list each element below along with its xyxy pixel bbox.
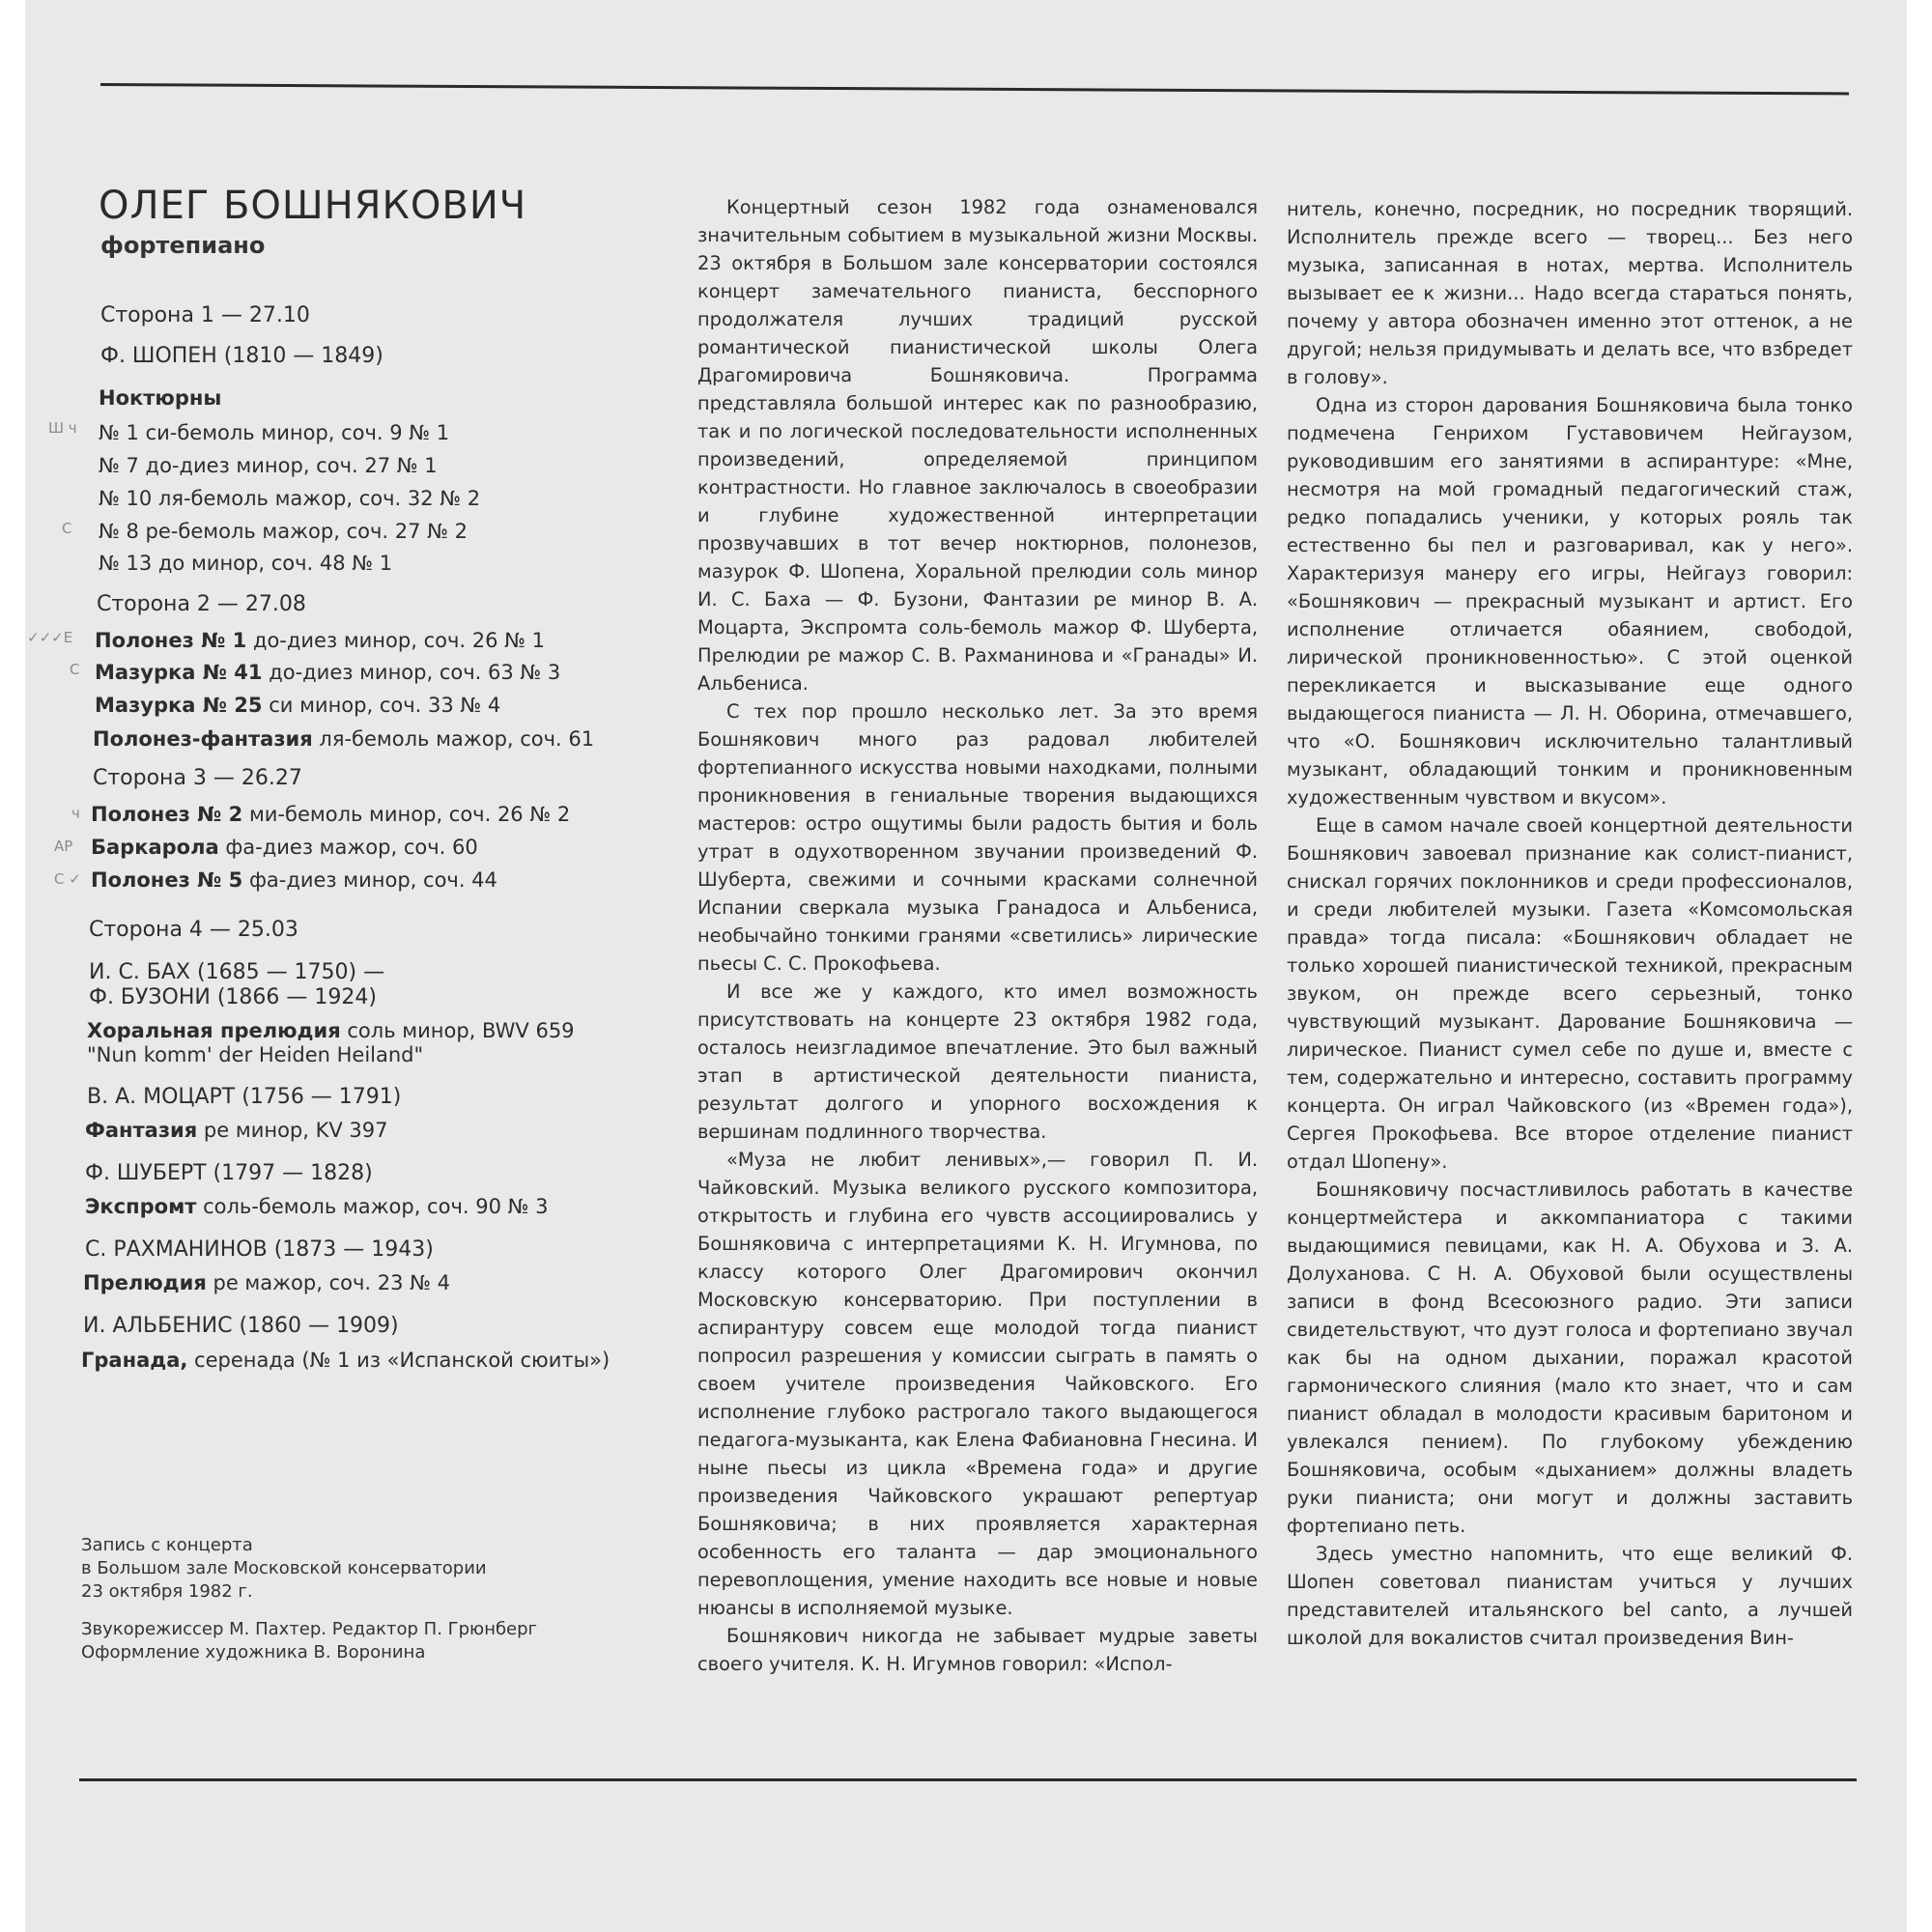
work-item: Экспромт соль-бемоль мажор, соч. 90 № 3 (85, 1195, 549, 1218)
notes-paragraph: Здесь уместно напомнить, что еще великий Ф. Шопен советовал пианистам учиться у лучших представителей итальянского bel canto, а лучшей школой для вокалистов считал произведения Вин- (1287, 1543, 1853, 1649)
work-item: Фантазия ре минор, KV 397 (85, 1119, 388, 1142)
side-1-header: Сторона 1 — 27.10 (100, 303, 310, 327)
pencil-mark: С (70, 661, 80, 678)
pencil-mark: АР (54, 838, 73, 855)
composer-busoni: Ф. БУЗОНИ (1866 — 1924) (89, 985, 377, 1009)
work-item: Прелюдия ре мажор, соч. 23 № 4 (83, 1271, 450, 1294)
track-item: Полонез № 5 фа-диез минор, соч. 44 (91, 868, 497, 892)
side-4-header: Сторона 4 — 25.03 (89, 918, 298, 942)
track-item: Полонез № 1 до-диез минор, соч. 26 № 1 (95, 629, 545, 652)
nocturnes-heading: Ноктюрны (99, 386, 222, 410)
track-item: Мазурка № 41 до-диез минор, соч. 63 № 3 (95, 661, 561, 684)
notes-paragraph: Одна из сторон дарования Бошняковича была тонко подмечена Генрихом Густавовичем Нейгаузом, руководившим его занятиями в аспирантуре: «Мне, несмотря на мой громадный педагогический стаж, редко попадались ученики, у которых рояль так естественно бы пел и разговаривал, как у него». Характеризуя манеру его игры, Нейгауз говорил: «Бошнякович — прекрасный музыкант и артист. Его исполнение отличается обаянием, свободой, лирической проникновенностью». С этой оценкой перекликается и высказывание еще одного выдающегося пианиста — Л. Н. Оборина, отмечавшего, что «О. Бошнякович исключительно талантливый музыкант, обладающий тонким и проникновенным художественным чувством и вкусом». (1287, 394, 1853, 809)
notes-column-middle (697, 193, 1258, 1678)
notes-paragraph: И все же у каждого, кто имел возможность присутствовать на концерте 23 октября 1982 года, осталось неизгладимое впечатление. Это был важный этап в артистической деятельности пианиста, результат долгого и упорного восхождения к вершинам подлинного творчества. (697, 980, 1258, 1143)
nocturne-item: № 10 ля-бемоль мажор, соч. 32 № 2 (99, 487, 481, 510)
notes-paragraph: Концертный сезон 1982 года ознаменовался значительным событием в музыкальной жизни Москвы. 23 октября в Большом зале консерватории состоялся концерт замечательного пианиста, бесспорного продолжателя лучших традиций русской романтической пианистической школы Олега Драгомировича Бошняковича. Программа представляла большой интерес как по разнообразию, так и по логической последовательности исполненных произведений, определяемой принципом контрастности. Но главное заключалось в своеобразии и глубине художественной интерпретации прозвучавших в тот вечер ноктюрнов, полонезов, мазурок Ф. Шопена, Хоральной прелюдии соль минор И. С. Баха — Ф. Бузони, Фантазии ре минор В. А. Моцарта, Экспромта соль-бемоль мажор Ф. Шуберта, Прелюдии ре мажор С. В. Рахманинова и «Гранады» И. Альбениса. (697, 196, 1258, 695)
pencil-mark: ч (71, 805, 80, 822)
composer-schubert: Ф. ШУБЕРТ (1797 — 1828) (85, 1161, 373, 1185)
side-3-header: Сторона 3 — 26.27 (93, 766, 302, 790)
work-item: Хоральная прелюдия соль минор, BWV 659 (87, 1019, 575, 1042)
nocturne-item: № 7 до-диез минор, соч. 27 № 1 (99, 454, 438, 477)
notes-paragraph: «Муза не любит ленивых»,— говорил П. И. Чайковский. Музыка великого русского композитора, открытость и глубина его чувств ассоциировались у Бошняковича с интерпретациями К. Н. Игумнова, по классу которого Олег Драгомирович окончил Московскую консерваторию. При поступлении в аспирантуру совсем еще молодой тогда пианист попросил разрешения у комиссии сыграть в память о своем учителе произведения Чайковского. Его исполнение глубоко растрогало такого выдающегося педагога-музыканта, как Елена Фабиановна Гнесина. И ныне пьесы из цикла «Времена года» и другие произведения Чайковского украшают репертуар Бошняковича; в них проявляется характерная особенность его таланта — дар эмоционального перевоплощения, умение находить все новые и новые нюансы в исполняемой музыке. (697, 1149, 1258, 1619)
notes-paragraph: Бошняковичу посчастливилось работать в качестве концертмейстера и аккомпаниатора с такими выдающимися певицами, как Н. А. Обухова и З. А. Долуханова. С Н. А. Обуховой были осуществлены записи в фонд Всесоюзного радио. Эти записи свидетельствуют, что дуэт голоса и фортепиано звучал как бы на одном дыхании, поражал красотой гармонического слияния (мало кто знает, что и сам пианист обладал в молодости красивым баритоном и увлекался пением). По глубокому убеждению Бошняковича, особым «дыханием» должны владеть руки пианиста; они могут и должны заставить фортепиано петь. (1287, 1179, 1853, 1537)
track-item: Полонез № 2 ми-бемоль минор, соч. 26 № 2 (91, 803, 571, 826)
pencil-mark: Ш ч (48, 419, 77, 437)
program-column (0, 0, 676, 1932)
production-credits: Звукорежиссер М. Пахтер. Редактор П. Грюнберг Оформление художника В. Воронина (81, 1619, 538, 1662)
pencil-mark: С (62, 520, 72, 537)
composer-albeniz: И. АЛЬБЕНИС (1860 — 1909) (83, 1314, 399, 1338)
instrument: фортепиано (100, 232, 266, 259)
composer-chopin: Ф. ШОПЕН (1810 — 1849) (100, 344, 384, 368)
pencil-mark: С ✓ (54, 870, 81, 888)
notes-paragraph: нитель, конечно, посредник, но посредник творящий. Исполнитель прежде всего — творец... Без него музыка, записанная в нотах, мертва. Исполнитель вызывает ее к жизни... Надо всегда стараться понять, почему у автора обозначен именно этот оттенок, а не другой; нельзя придумывать и делать все, что взбредет в голову». (1287, 198, 1853, 388)
track-item: Баркарола фа-диез мажор, соч. 60 (91, 836, 478, 859)
track-item: Мазурка № 25 си минор, соч. 33 № 4 (95, 694, 501, 717)
pencil-mark: ✓✓✓Е (27, 629, 73, 646)
track-item: Полонез-фантазия ля-бемоль мажор, соч. 61 (93, 727, 595, 751)
side-2-header: Сторона 2 — 27.08 (97, 592, 306, 616)
nocturne-item: № 8 ре-бемоль мажор, соч. 27 № 2 (99, 520, 468, 543)
notes-paragraph: Еще в самом начале своей концертной деятельности Бошнякович завоевал признание как солист-пианист, снискал горячих поклонников и среди профессионалов, и среди любителей музыки. Газета «Комсомольская правда» тогда писала: «Бошнякович обладает не только хорошей пианистической техникой, прекрасным звуком, он прежде всего серьезный, тонко чувствующий музыкант. Дарование Бошняковича — лирическое. Пианист сумел себе по душе и, вместе с тем, содержательно и интересно, составить программу концерта. Он играл Чайковского (из «Времен года»), Сергея Прокофьева. Все второе отделение пианист отдал Шопену». (1287, 814, 1853, 1173)
composer-rachmaninov: С. РАХМАНИНОВ (1873 — 1943) (85, 1237, 434, 1262)
notes-paragraph: С тех пор прошло несколько лет. За это время Бошнякович много раз радовал любителей фортепианного искусства новыми находками, полными проникновения в гениальные творения выдающихся мастеров: остро ощутимы были радость бытия и боль утрат в одухотворенном звучании произведений Ф. Шуберта, свежими и сочными красками солнечной Испании сверкала музыка Гранадоса и Альбениса, необычайно тонкими гранями «светились» лирические пьесы С. С. Прокофьева. (697, 700, 1258, 975)
notes-column-right (1287, 195, 1853, 1652)
notes-paragraph: Бошнякович никогда не забывает мудрые заветы своего учителя. К. Н. Игумнов говорил: «Испол- (697, 1625, 1258, 1675)
composer-mozart: В. А. МОЦАРТ (1756 — 1791) (87, 1085, 402, 1109)
recording-info: Запись с концерта в Большом зале Московской консерватории 23 октября 1982 г. (81, 1535, 487, 1602)
artist-name: ОЛЕГ БОШНЯКОВИЧ (99, 184, 527, 228)
work-subtitle: "Nun komm' der Heiden Heiland" (87, 1043, 424, 1066)
nocturne-item: № 1 си-бемоль минор, соч. 9 № 1 (99, 421, 450, 444)
composer-bach: И. С. БАХ (1685 — 1750) — (89, 960, 385, 984)
work-item: Гранада, серенада (№ 1 из «Испанской сюиты») (81, 1349, 611, 1372)
nocturne-item: № 13 до минор, соч. 48 № 1 (99, 552, 393, 575)
